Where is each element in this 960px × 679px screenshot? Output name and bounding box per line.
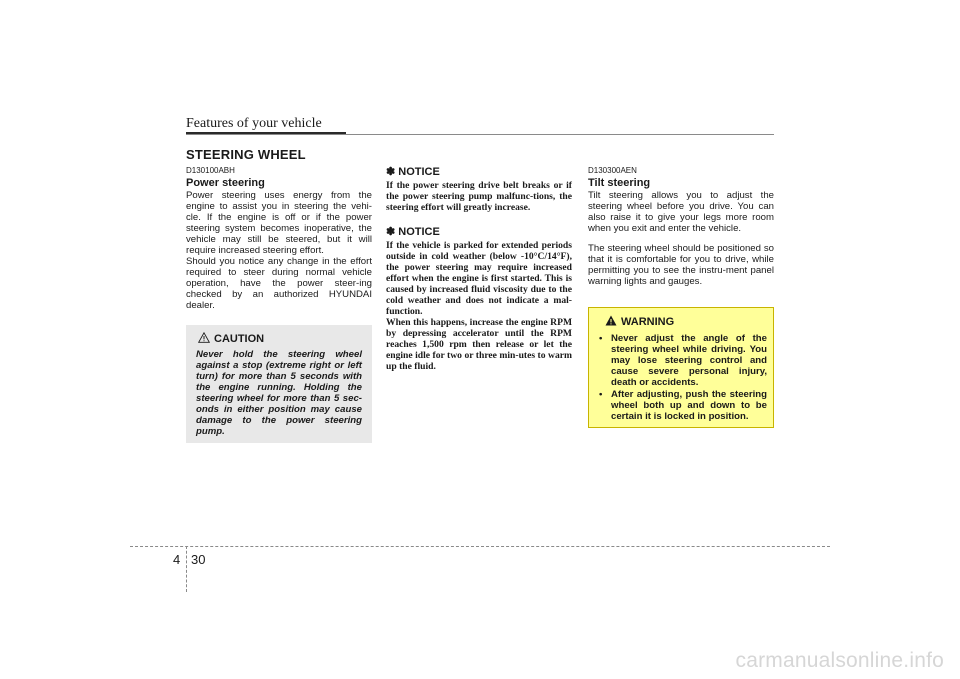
footer-rule bbox=[130, 546, 830, 547]
watermark: carmanualsonline.info bbox=[735, 649, 944, 672]
caution-text: Never hold the steering wheel against a stop (extreme right or left turn) for more than 5 seconds with the engine running. Holding the steering wheel for more than 5 sec-onds in either position may cause damage to the power steering pump. bbox=[196, 349, 362, 437]
warning-box bbox=[588, 307, 774, 428]
footer-divider bbox=[186, 546, 187, 592]
tilt-steering-heading: Tilt steering bbox=[588, 177, 651, 189]
section-code: D130100ABH bbox=[186, 166, 235, 175]
page-number: 30 bbox=[191, 552, 206, 567]
caution-header bbox=[198, 330, 362, 348]
warning-list bbox=[597, 333, 767, 422]
asterisk-icon: ✽ bbox=[386, 226, 396, 238]
warning-title: WARNING bbox=[621, 316, 675, 328]
column-notices bbox=[386, 166, 572, 372]
caution-triangle-icon bbox=[198, 330, 210, 348]
power-steering-paragraph-2: Should you notice any change in the effort required to steer during normal vehicle operation, have the power steer-ing checked by an authorized HYUNDAI dealer. bbox=[186, 256, 372, 311]
notice-title bbox=[386, 166, 572, 179]
power-steering-heading: Power steering bbox=[186, 177, 265, 189]
notice-1 bbox=[386, 166, 572, 213]
warning-header bbox=[605, 313, 767, 331]
notice-title-text: NOTICE bbox=[398, 166, 440, 178]
warning-item: • Never adjust the angle of the steering wheel while driving. You may lose steering control and cause severe personal injury, death or accidents. bbox=[597, 333, 767, 388]
notice-text: If the vehicle is parked for extended periods outside in cold weather (below -10°C/14°F), the power steering may require increased effort when the engine is first started. This is caused by increased fluid viscosity due to the cold weather and does not indicate a mal-function. bbox=[386, 240, 572, 317]
column-tilt-steering bbox=[588, 166, 774, 287]
notice-text-continued: When this happens, increase the engine RPM by depressing accelerator until the RPM reaches 1,500 rpm then release or let the engine idle for two or three min-utes to warm up the fluid. bbox=[386, 317, 572, 372]
notice-text: If the power steering drive belt breaks or if the power steering pump malfunc-tions, the steering effort will greatly increase. bbox=[386, 180, 572, 213]
caution-box bbox=[186, 325, 372, 443]
asterisk-icon: ✽ bbox=[386, 166, 396, 178]
header-title: Features of your vehicle bbox=[186, 116, 322, 131]
caution-title: CAUTION bbox=[214, 333, 265, 345]
notice-title bbox=[386, 226, 572, 239]
section-title: STEERING WHEEL bbox=[186, 147, 306, 162]
power-steering-paragraph-1: Power steering uses energy from the engine to assist you in steering the vehi-cle. If the engine is off or if the power steering system becomes inoperative, the vehicle may still be steered, but it will require increased steering effort. bbox=[186, 190, 372, 256]
tilt-steering-paragraph-2: The steering wheel should be positioned so that it is comfortable for you to drive, while permitting you to see the instru-ment panel warning lights and gauges. bbox=[588, 243, 774, 287]
warning-triangle-icon bbox=[605, 313, 617, 331]
tilt-steering-paragraph-1: Tilt steering allows you to adjust the steering wheel before you drive. You can also raise it to give your legs more room when you exit and enter the vehicle. bbox=[588, 190, 774, 234]
warning-item: • After adjusting, push the steering wheel both up and down to be certain it is locked in position. bbox=[597, 389, 767, 422]
section-code: D130300AEN bbox=[588, 166, 637, 175]
column-power-steering bbox=[186, 166, 372, 311]
header-rule bbox=[186, 134, 774, 135]
chapter-number: 4 bbox=[173, 552, 181, 567]
notice-2 bbox=[386, 226, 572, 372]
notice-title-text: NOTICE bbox=[398, 226, 440, 238]
